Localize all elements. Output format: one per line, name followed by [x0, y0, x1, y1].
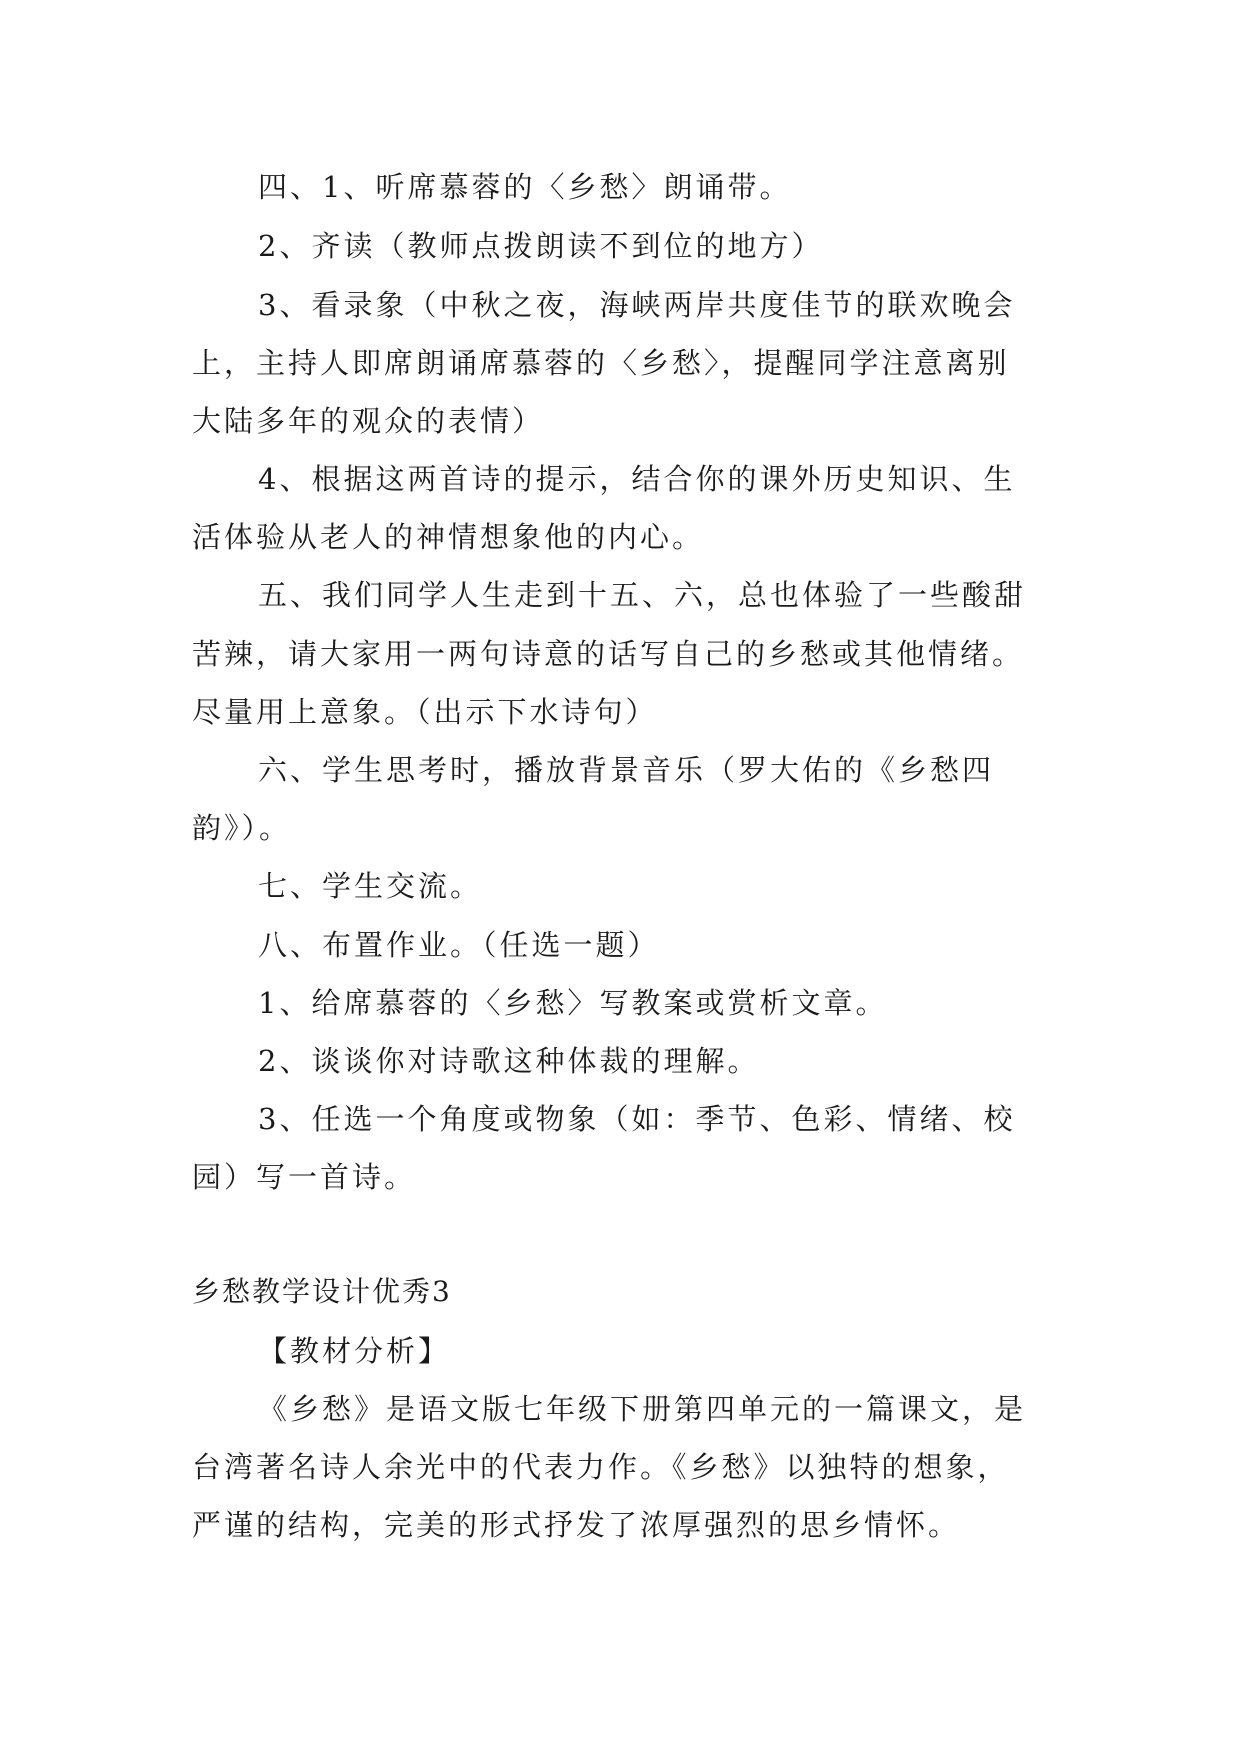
paragraph-line: 3、任选一个角度或物象（如：季节、色彩、情绪、校	[258, 1102, 1016, 1136]
paragraph-line: 1、给席慕蓉的〈乡愁〉写教案或赏析文章。	[258, 986, 888, 1020]
paragraph-line: 四、1、听席慕蓉的〈乡愁〉朗诵带。	[258, 170, 792, 204]
paragraph-line: 上，主持人即席朗诵席慕蓉的〈乡愁〉，提醒同学注意离别	[192, 346, 1010, 380]
paragraph-line: 2、齐读（教师点拨朗读不到位的地方）	[258, 229, 824, 263]
subheading: 【教材分析】	[258, 1334, 451, 1368]
paragraph-line: 尽量用上意象。（出示下水诗句）	[192, 695, 658, 729]
paragraph-line: 3、看录象（中秋之夜，海峡两岸共度佳节的联欢晚会	[258, 288, 1016, 322]
paragraph-line: 韵》）。	[192, 811, 292, 845]
paragraph-line: 苦辣，请大家用一两句诗意的话写自己的乡愁或其他情绪。	[192, 637, 1025, 671]
paragraph-line: 园）写一首诗。	[192, 1160, 417, 1194]
paragraph-line: 《乡愁》是语文版七年级下册第四单元的一篇课文，是	[258, 1392, 1027, 1426]
paragraph-line: 严谨的结构，完美的形式抒发了浓厚强烈的思乡情怀。	[192, 1508, 961, 1542]
section-heading: 乡愁教学设计优秀3	[192, 1275, 452, 1308]
paragraph-line: 七、学生交流。	[258, 869, 483, 903]
paragraph-line: 4、根据这两首诗的提示，结合你的课外历史知识、生	[258, 462, 1016, 496]
paragraph-line: 活体验从老人的神情想象他的内心。	[192, 520, 705, 554]
paragraph-line: 2、谈谈你对诗歌这种体裁的理解。	[258, 1044, 760, 1078]
paragraph-line: 八、布置作业。（任选一题）	[258, 928, 660, 962]
paragraph-line: 大陆多年的观众的表情）	[192, 404, 545, 438]
paragraph-line: 六、学生思考时，播放背景音乐（罗大佑的《乡愁四	[258, 753, 995, 787]
paragraph-line: 五、我们同学人生走到十五、六，总也体验了一些酸甜	[258, 578, 1027, 612]
paragraph-line: 台湾著名诗人余光中的代表力作。《乡愁》以独特的想象，	[192, 1450, 1010, 1484]
